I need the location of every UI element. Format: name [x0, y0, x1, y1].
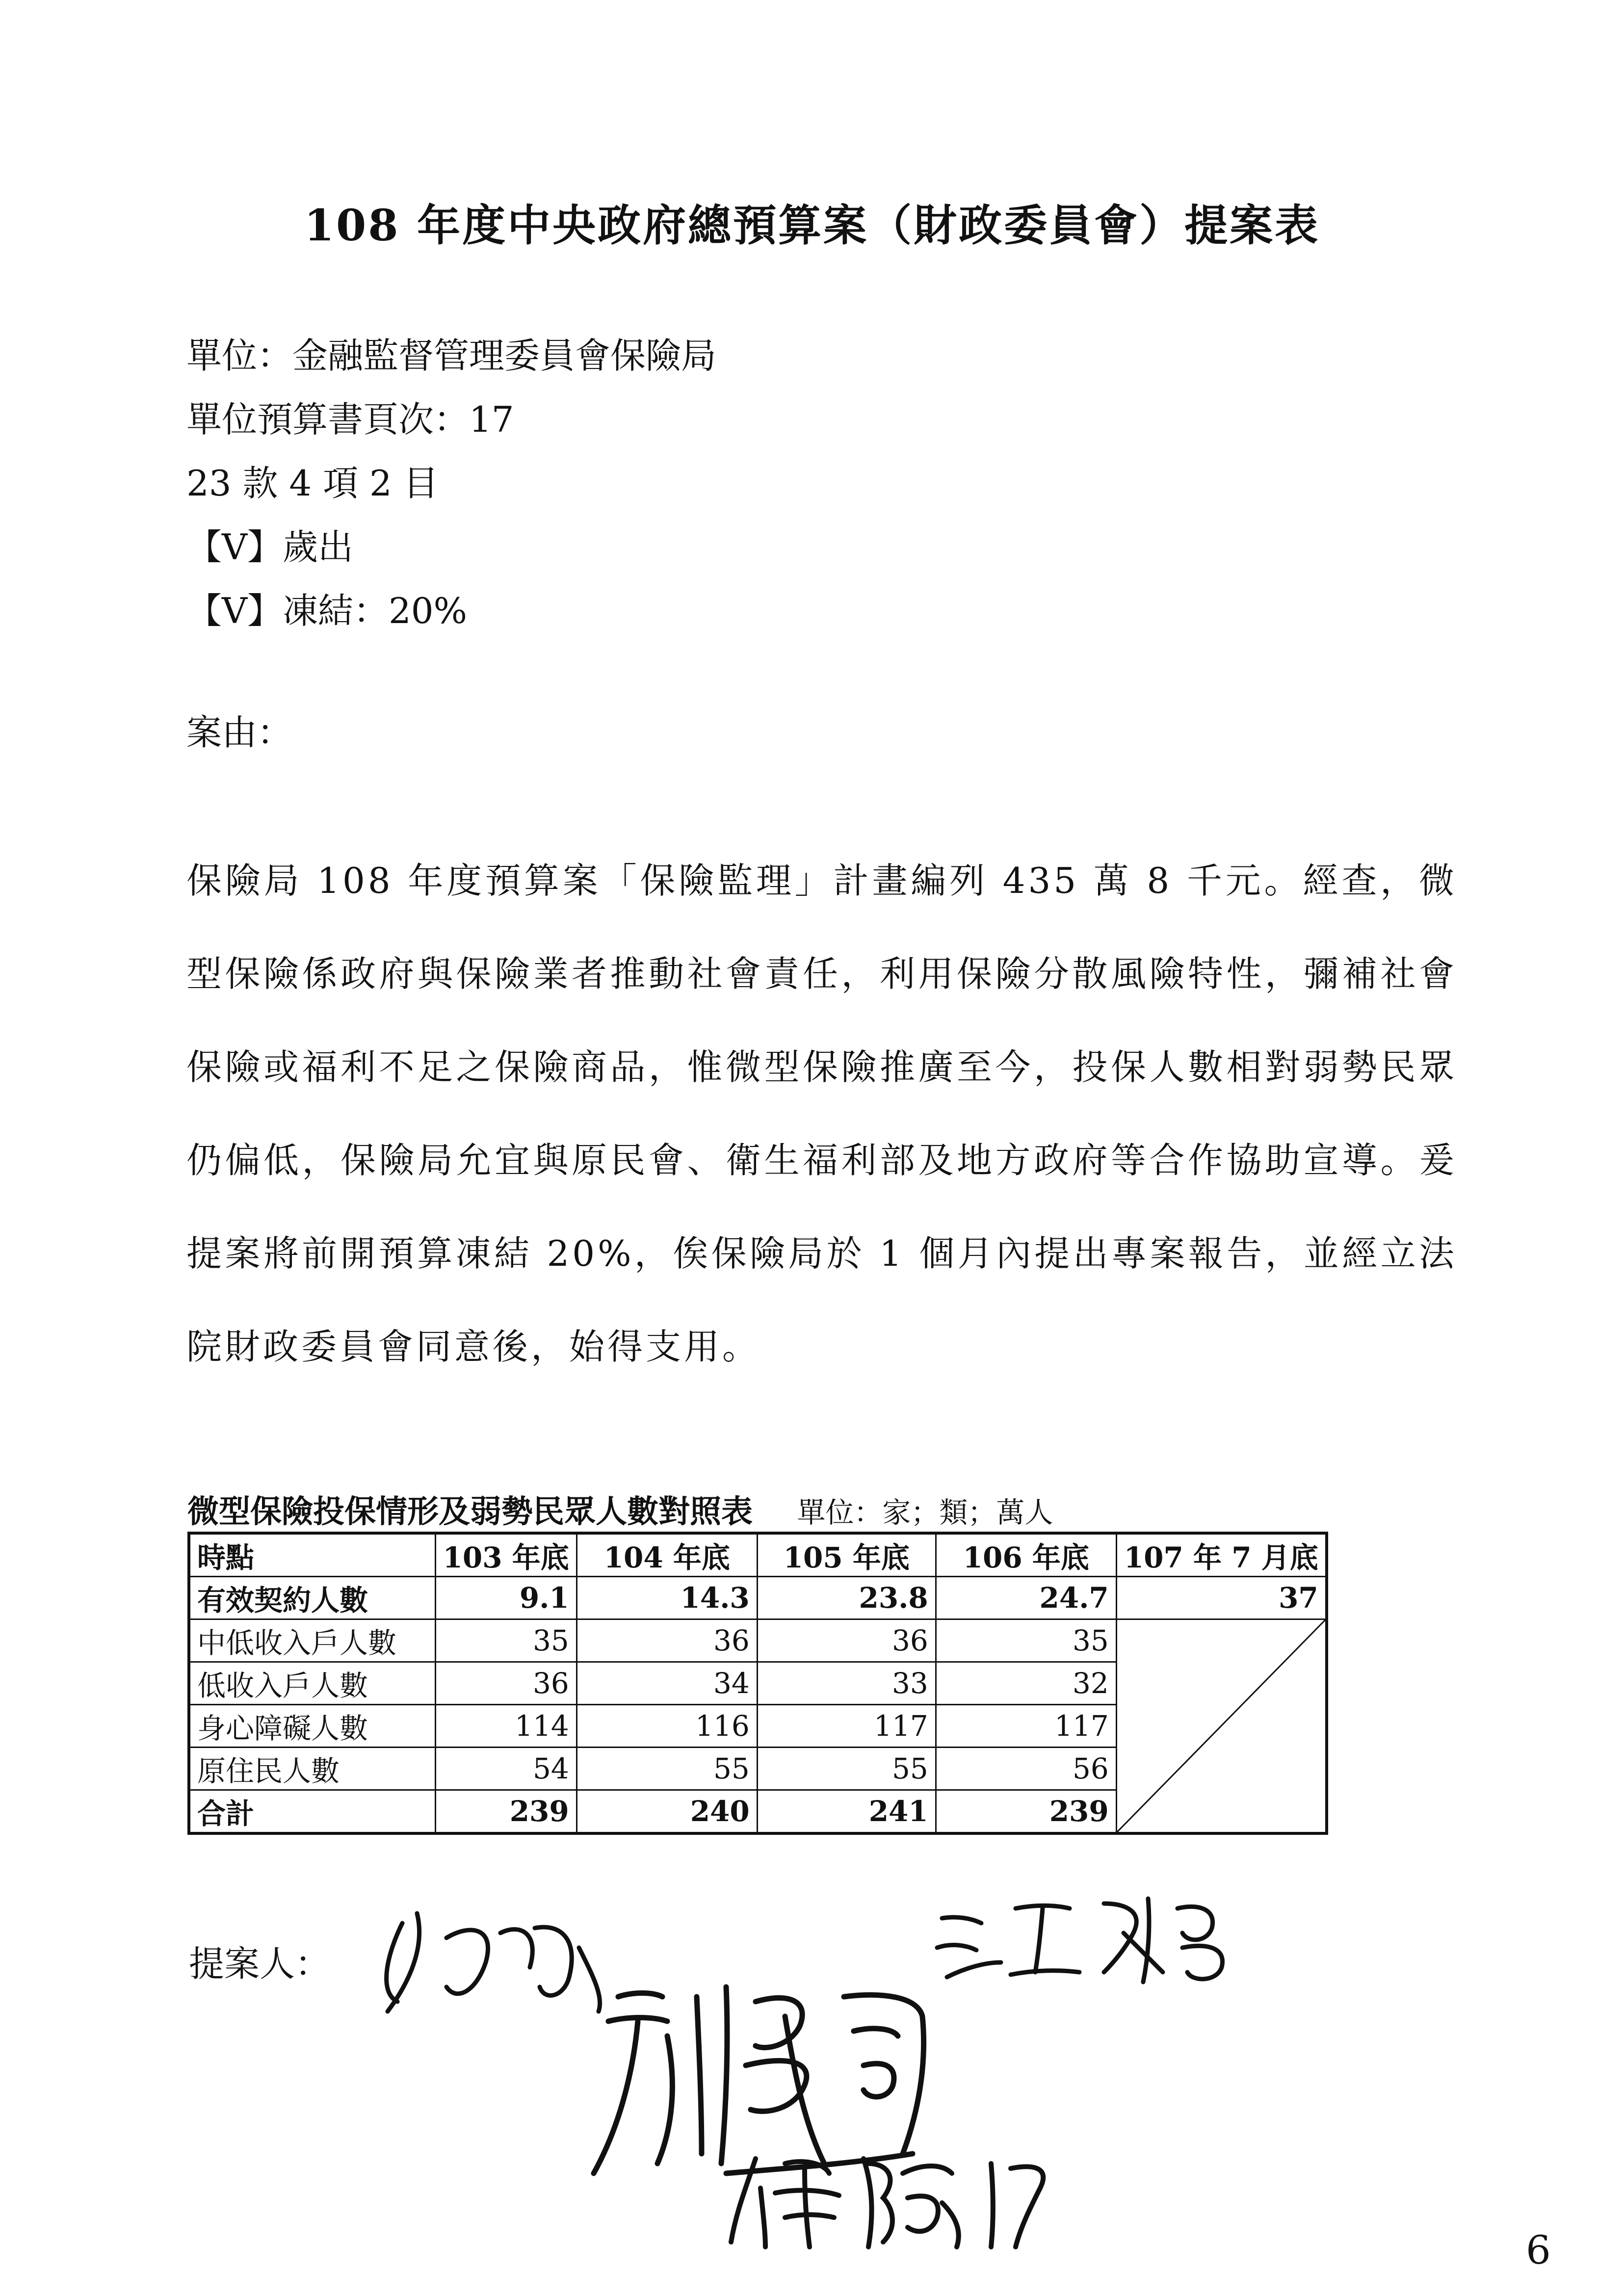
table-cell: 32 [936, 1662, 1116, 1705]
reason-label: 案由： [186, 712, 293, 753]
row-label: 有效契約人數 [189, 1577, 435, 1619]
page-number: 6 [1526, 2227, 1551, 2273]
table-cell: 54 [435, 1748, 576, 1790]
table-cell: 35 [936, 1619, 1116, 1662]
table-cell: 117 [936, 1705, 1116, 1748]
table-header-row [189, 1533, 1327, 1577]
table-caption-unit: 單位：家；類；萬人 [797, 1496, 1053, 1529]
table-cell: 114 [435, 1705, 576, 1748]
table-cell: 240 [576, 1790, 757, 1834]
table-cell: 239 [435, 1790, 576, 1834]
header-cell: 107 年 7 月底 [1116, 1533, 1327, 1577]
table-cell: 24.7 [936, 1577, 1116, 1619]
row-label: 身心障礙人數 [189, 1705, 435, 1748]
table-cell: 9.1 [435, 1577, 576, 1619]
header-cell: 105 年底 [757, 1533, 936, 1577]
table-cell: 36 [757, 1619, 936, 1662]
row-label: 原住民人數 [189, 1748, 435, 1790]
row-label: 合計 [189, 1790, 435, 1834]
signature-jiang [932, 1889, 1236, 1987]
header-cell: 時點 [189, 1533, 435, 1577]
table-cell: 117 [757, 1705, 936, 1748]
table-cell: 36 [435, 1662, 576, 1705]
table-cell: 36 [576, 1619, 757, 1662]
meta-budget-page: 單位預算書頁次：17 [186, 399, 514, 440]
empty-diagonal-cell [1116, 1619, 1327, 1834]
table-row [189, 1619, 1327, 1662]
table-cell: 56 [936, 1748, 1116, 1790]
meta-item: 23 款 4 項 2 目 [186, 463, 439, 504]
diagonal-line [1117, 1620, 1325, 1832]
meta-freeze: 【V】凍結：20% [186, 590, 468, 631]
row-label: 低收入戶人數 [189, 1662, 435, 1705]
table-cell: 116 [576, 1705, 757, 1748]
table-cell: 241 [757, 1790, 936, 1834]
table-caption-title: 微型保險投保情形及弱勢民眾人數對照表 [187, 1493, 753, 1530]
proposal-meta [186, 324, 716, 643]
table-cell: 23.8 [757, 1577, 936, 1619]
page-title: 108 年度中央政府總預算案（財政委員會）提案表 [304, 200, 1320, 251]
table-cell: 34 [576, 1662, 757, 1705]
meta-unit: 單位：金融監督管理委員會保險局 [186, 335, 717, 376]
table-cell: 14.3 [576, 1577, 757, 1619]
micro-insurance-table [187, 1532, 1328, 1835]
table-cell: 55 [757, 1748, 936, 1790]
header-cell: 106 年底 [936, 1533, 1116, 1577]
table-cell: 239 [936, 1790, 1116, 1834]
reason-body: 保險局 108 年度預算案「保險監理」計畫編列 435 萬 8 千元。經查，微型保險係政府與保險業者推動社會責任，利用保險分散風險特性，彌補社會保險或福利不足之保險商品，惟微型保險推廣至今，投保人數相對弱勢民眾仍偏低，保險局允宜與原民會、衛生福利部及地方政府等合作協助宣導。爰提案將前開預算凍結 20%，俟保險局於 1 個月內提出專案報告，並經立法院財政委員會同意後，始得支用。 [186, 860, 1457, 1367]
table-cell: 35 [435, 1619, 576, 1662]
table-cell: 55 [576, 1748, 757, 1790]
row-label: 中低收入戶人數 [189, 1619, 435, 1662]
table-row [189, 1577, 1327, 1619]
signature-insurance-17 [726, 2144, 1060, 2252]
meta-expenditure: 【V】歲出 [186, 526, 353, 568]
table-cell: 37 [1116, 1577, 1327, 1619]
table-cell: 33 [757, 1662, 936, 1705]
header-cell: 104 年底 [576, 1533, 757, 1577]
proposer-label: 提案人： [189, 1943, 331, 1984]
table-caption [187, 1487, 1053, 1532]
header-cell: 103 年底 [435, 1533, 576, 1577]
